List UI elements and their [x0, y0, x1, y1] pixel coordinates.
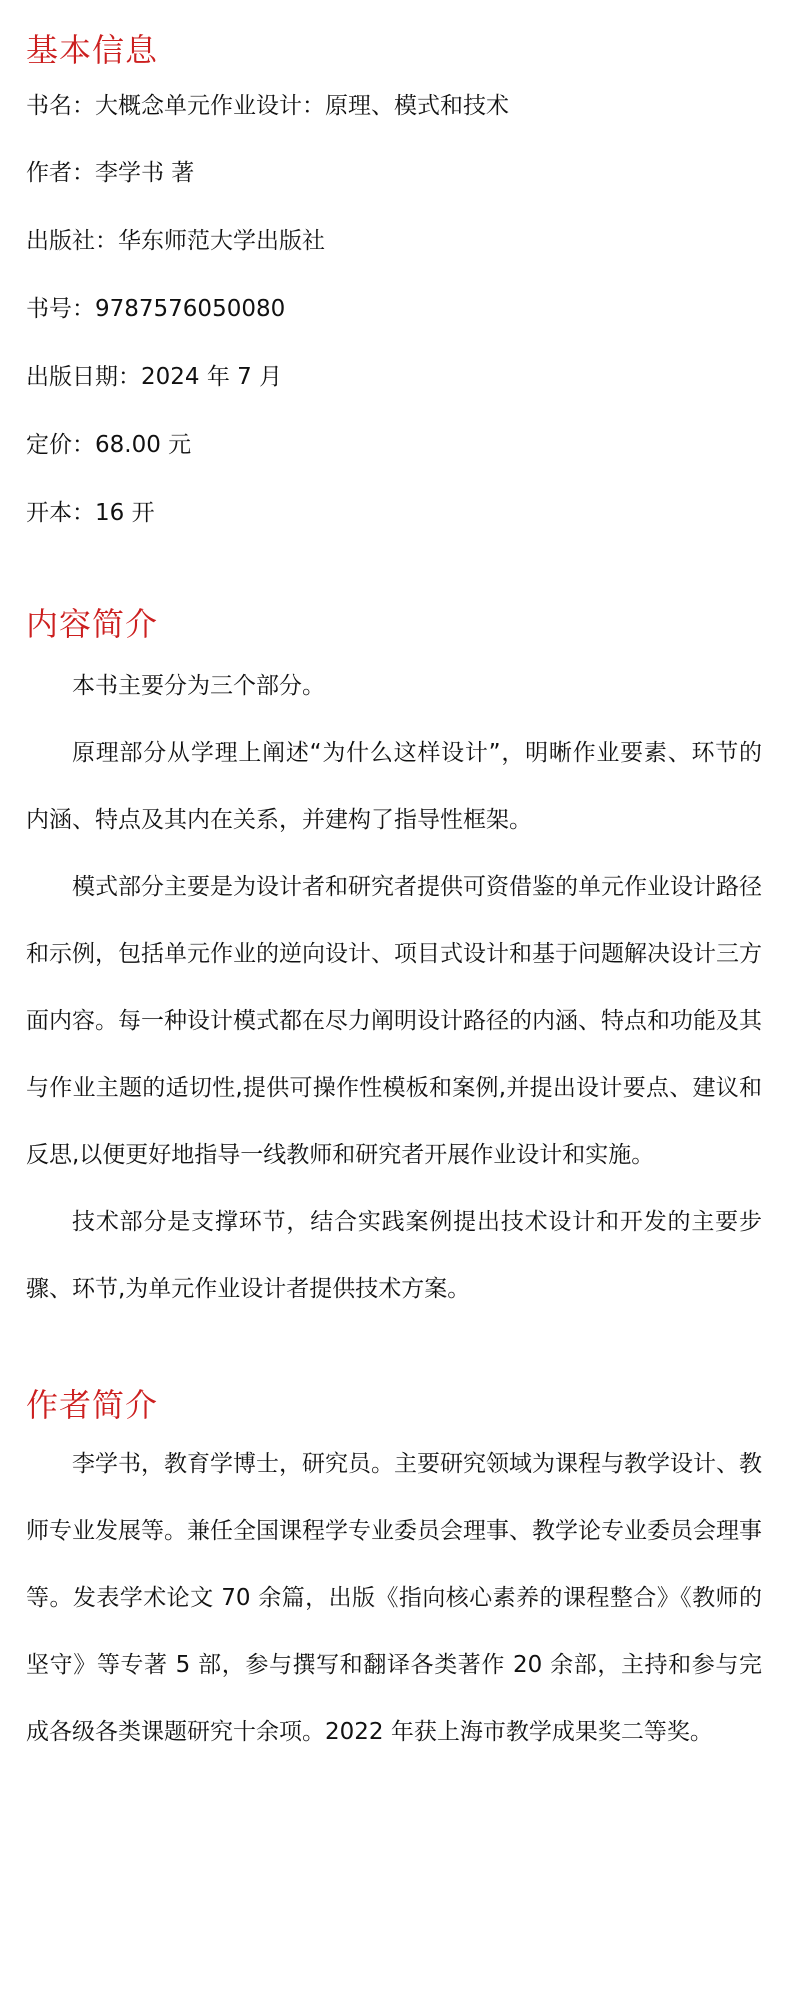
- author-paragraph: 李学书，教育学博士，研究员。主要研究领域为课程与教学设计、教师专业发展等。兼任全国课程学专业委员会理事、教学论专业委员会理事等。发表学术论文 70 余篇，出版《指向核心素养的课程整合》《教师的坚守》等专著 5 部，参与撰写和翻译各类著作 20 余部，主持和参与完成各级各类课题研究十余项。2022 年获上海市教学成果奖二等奖。: [26, 1451, 762, 1746]
- summary-paragraph: 模式部分主要是为设计者和研究者提供可资借鉴的单元作业设计路径和示例，包括单元作业的逆向设计、项目式设计和基于问题解决设计三方面内容。每一种设计模式都在尽力阐明设计路径的内涵、特点和功能及其与作业主题的适切性,提供可操作性模板和案例,并提出设计要点、建议和反思,以便更好地指导一线教师和研究者开展作业设计和实施。: [26, 874, 762, 1169]
- isbn-line: 书号：9787576050080: [26, 296, 286, 323]
- summary-paragraph: 技术部分是支撑环节，结合实践案例提出技术设计和开发的主要步骤、环节,为单元作业设计者提供技术方案。: [26, 1209, 762, 1303]
- author-section: [26, 1385, 762, 1766]
- book-title-line: 书名：大概念单元作业设计：原理、模式和技术: [26, 92, 509, 119]
- basic-info-heading: 基本信息: [26, 31, 159, 69]
- summary-paragraph: 原理部分从学理上阐述“为什么这样设计”，明晰作业要素、环节的内涵、特点及其内在关系，并建构了指导性框架。: [26, 740, 762, 834]
- format-line: 开本：16 开: [26, 499, 155, 526]
- basic-info-section: [26, 30, 762, 529]
- publish-date-line: 出版日期：2024 年 7 月: [26, 364, 283, 391]
- author-line: 作者：李学书 著: [26, 160, 195, 187]
- publisher-line: 出版社：华东师范大学出版社: [26, 228, 325, 255]
- summary-heading: 内容简介: [26, 604, 159, 643]
- author-heading: 作者简介: [26, 1386, 159, 1425]
- price-line: 定价：68.00 元: [26, 432, 192, 459]
- summary-section: [26, 604, 762, 1324]
- summary-paragraph: 本书主要分为三个部分。: [72, 673, 325, 700]
